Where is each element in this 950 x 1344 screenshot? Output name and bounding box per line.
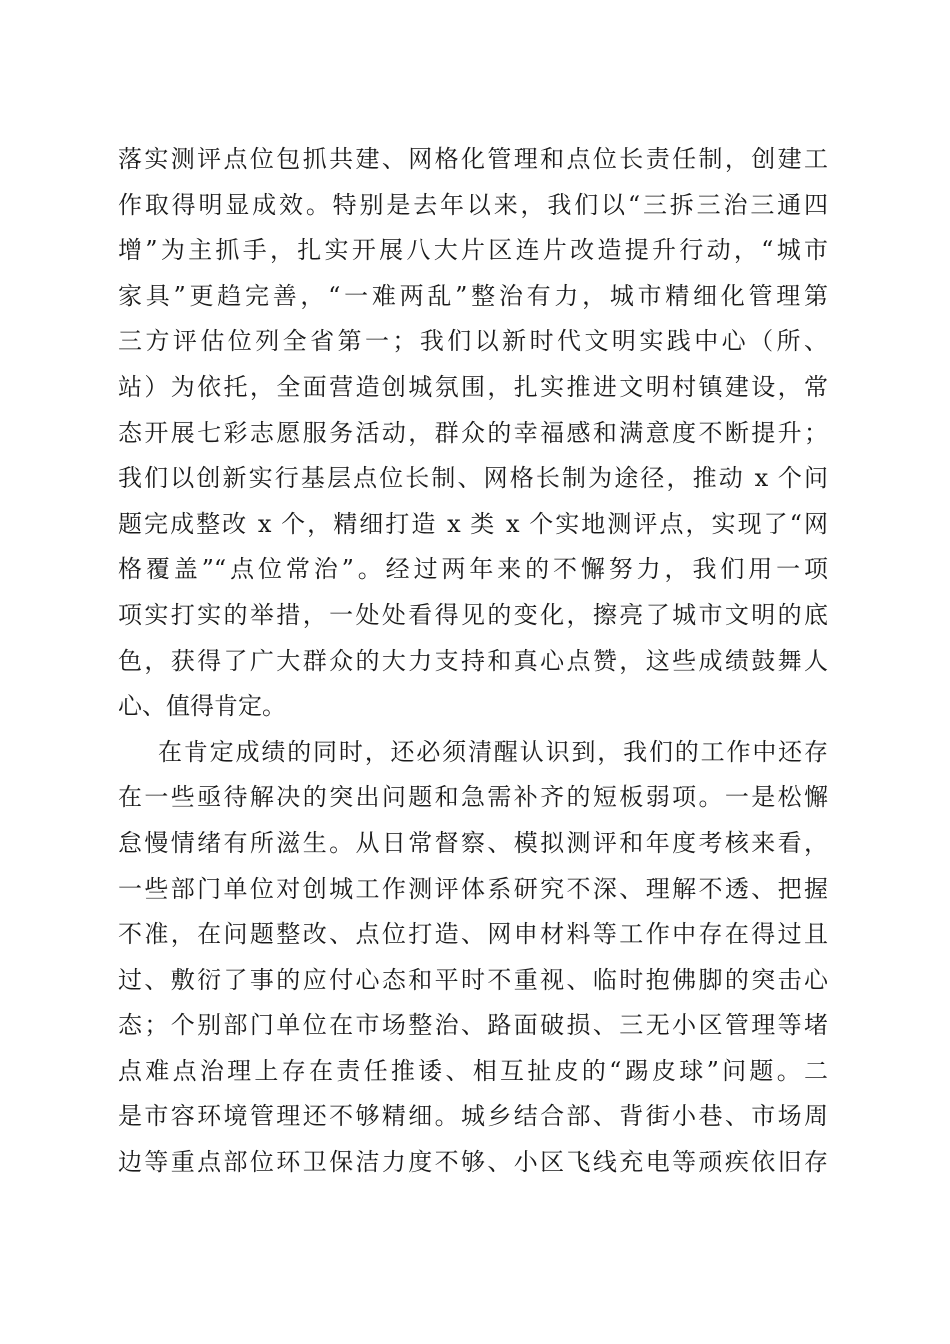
text-line: 家具”更趋完善，“一难两乱”整治有力，城市精细化管理第 bbox=[118, 281, 828, 310]
text-line: 怠慢情绪有所滋生。从日常督察、模拟测评和年度考核来看， bbox=[118, 828, 828, 857]
text-line: 我们以创新实行基层点位长制、网格长制为途径，推动 x 个问 bbox=[118, 464, 828, 493]
text-line: 在肯定成绩的同时，还必须清醒认识到，我们的工作中还存 bbox=[158, 737, 828, 766]
text-line: 心、值得肯定。 bbox=[118, 692, 286, 721]
text-line: 态开展七彩志愿服务活动，群众的幸福感和满意度不断提升； bbox=[118, 418, 828, 447]
text-line: 题完成整改 x 个，精细打造 x 类 x 个实地测评点，实现了“网 bbox=[118, 509, 828, 538]
body-text bbox=[118, 137, 828, 1186]
text-line: 一些部门单位对创城工作测评体系研究不深、理解不透、把握 bbox=[118, 874, 828, 903]
text-line: 落实测评点位包抓共建、网格化管理和点位长责任制，创建工 bbox=[118, 145, 828, 173]
text-line: 站）为依托，全面营造创城氛围，扎实推进文明村镇建设，常 bbox=[118, 372, 828, 401]
text-line: 不准，在问题整改、点位打造、网申材料等工作中存在得过且 bbox=[118, 920, 828, 949]
text-line: 增”为主抓手，扎实开展八大片区连片改造提升行动，“城市 bbox=[118, 236, 828, 265]
text-line: 是市容环境管理还不够精细。城乡结合部、背街小巷、市场周 bbox=[118, 1102, 828, 1131]
text-line: 三方评估位列全省第一；我们以新时代文明实践中心（所、 bbox=[118, 327, 828, 356]
text-line: 过、敷衍了事的应付心态和平时不重视、临时抱佛脚的突击心 bbox=[118, 965, 828, 994]
text-line: 在一些亟待解决的突出问题和急需补齐的短板弱项。一是松懈 bbox=[118, 783, 828, 812]
text-line: 色，获得了广大群众的大力支持和真心点赞，这些成绩鼓舞人 bbox=[118, 646, 828, 675]
text-line: 作取得明显成效。特别是去年以来，我们以“三拆三治三通四 bbox=[118, 190, 828, 219]
text-line: 点难点治理上存在责任推诿、相互扯皮的“踢皮球”问题。二 bbox=[118, 1056, 828, 1085]
text-line: 边等重点部位环卫保洁力度不够、小区飞线充电等顽疾依旧存 bbox=[118, 1148, 828, 1177]
text-line: 项实打实的举措，一处处看得见的变化，擦亮了城市文明的底 bbox=[118, 600, 828, 629]
paragraph-1 bbox=[118, 137, 828, 730]
paragraph-2 bbox=[118, 730, 828, 1186]
text-line: 格覆盖”“点位常治”。经过两年来的不懈努力，我们用一项 bbox=[118, 555, 828, 584]
text-line: 态；个别部门单位在市场整治、路面破损、三无小区管理等堵 bbox=[118, 1011, 828, 1040]
